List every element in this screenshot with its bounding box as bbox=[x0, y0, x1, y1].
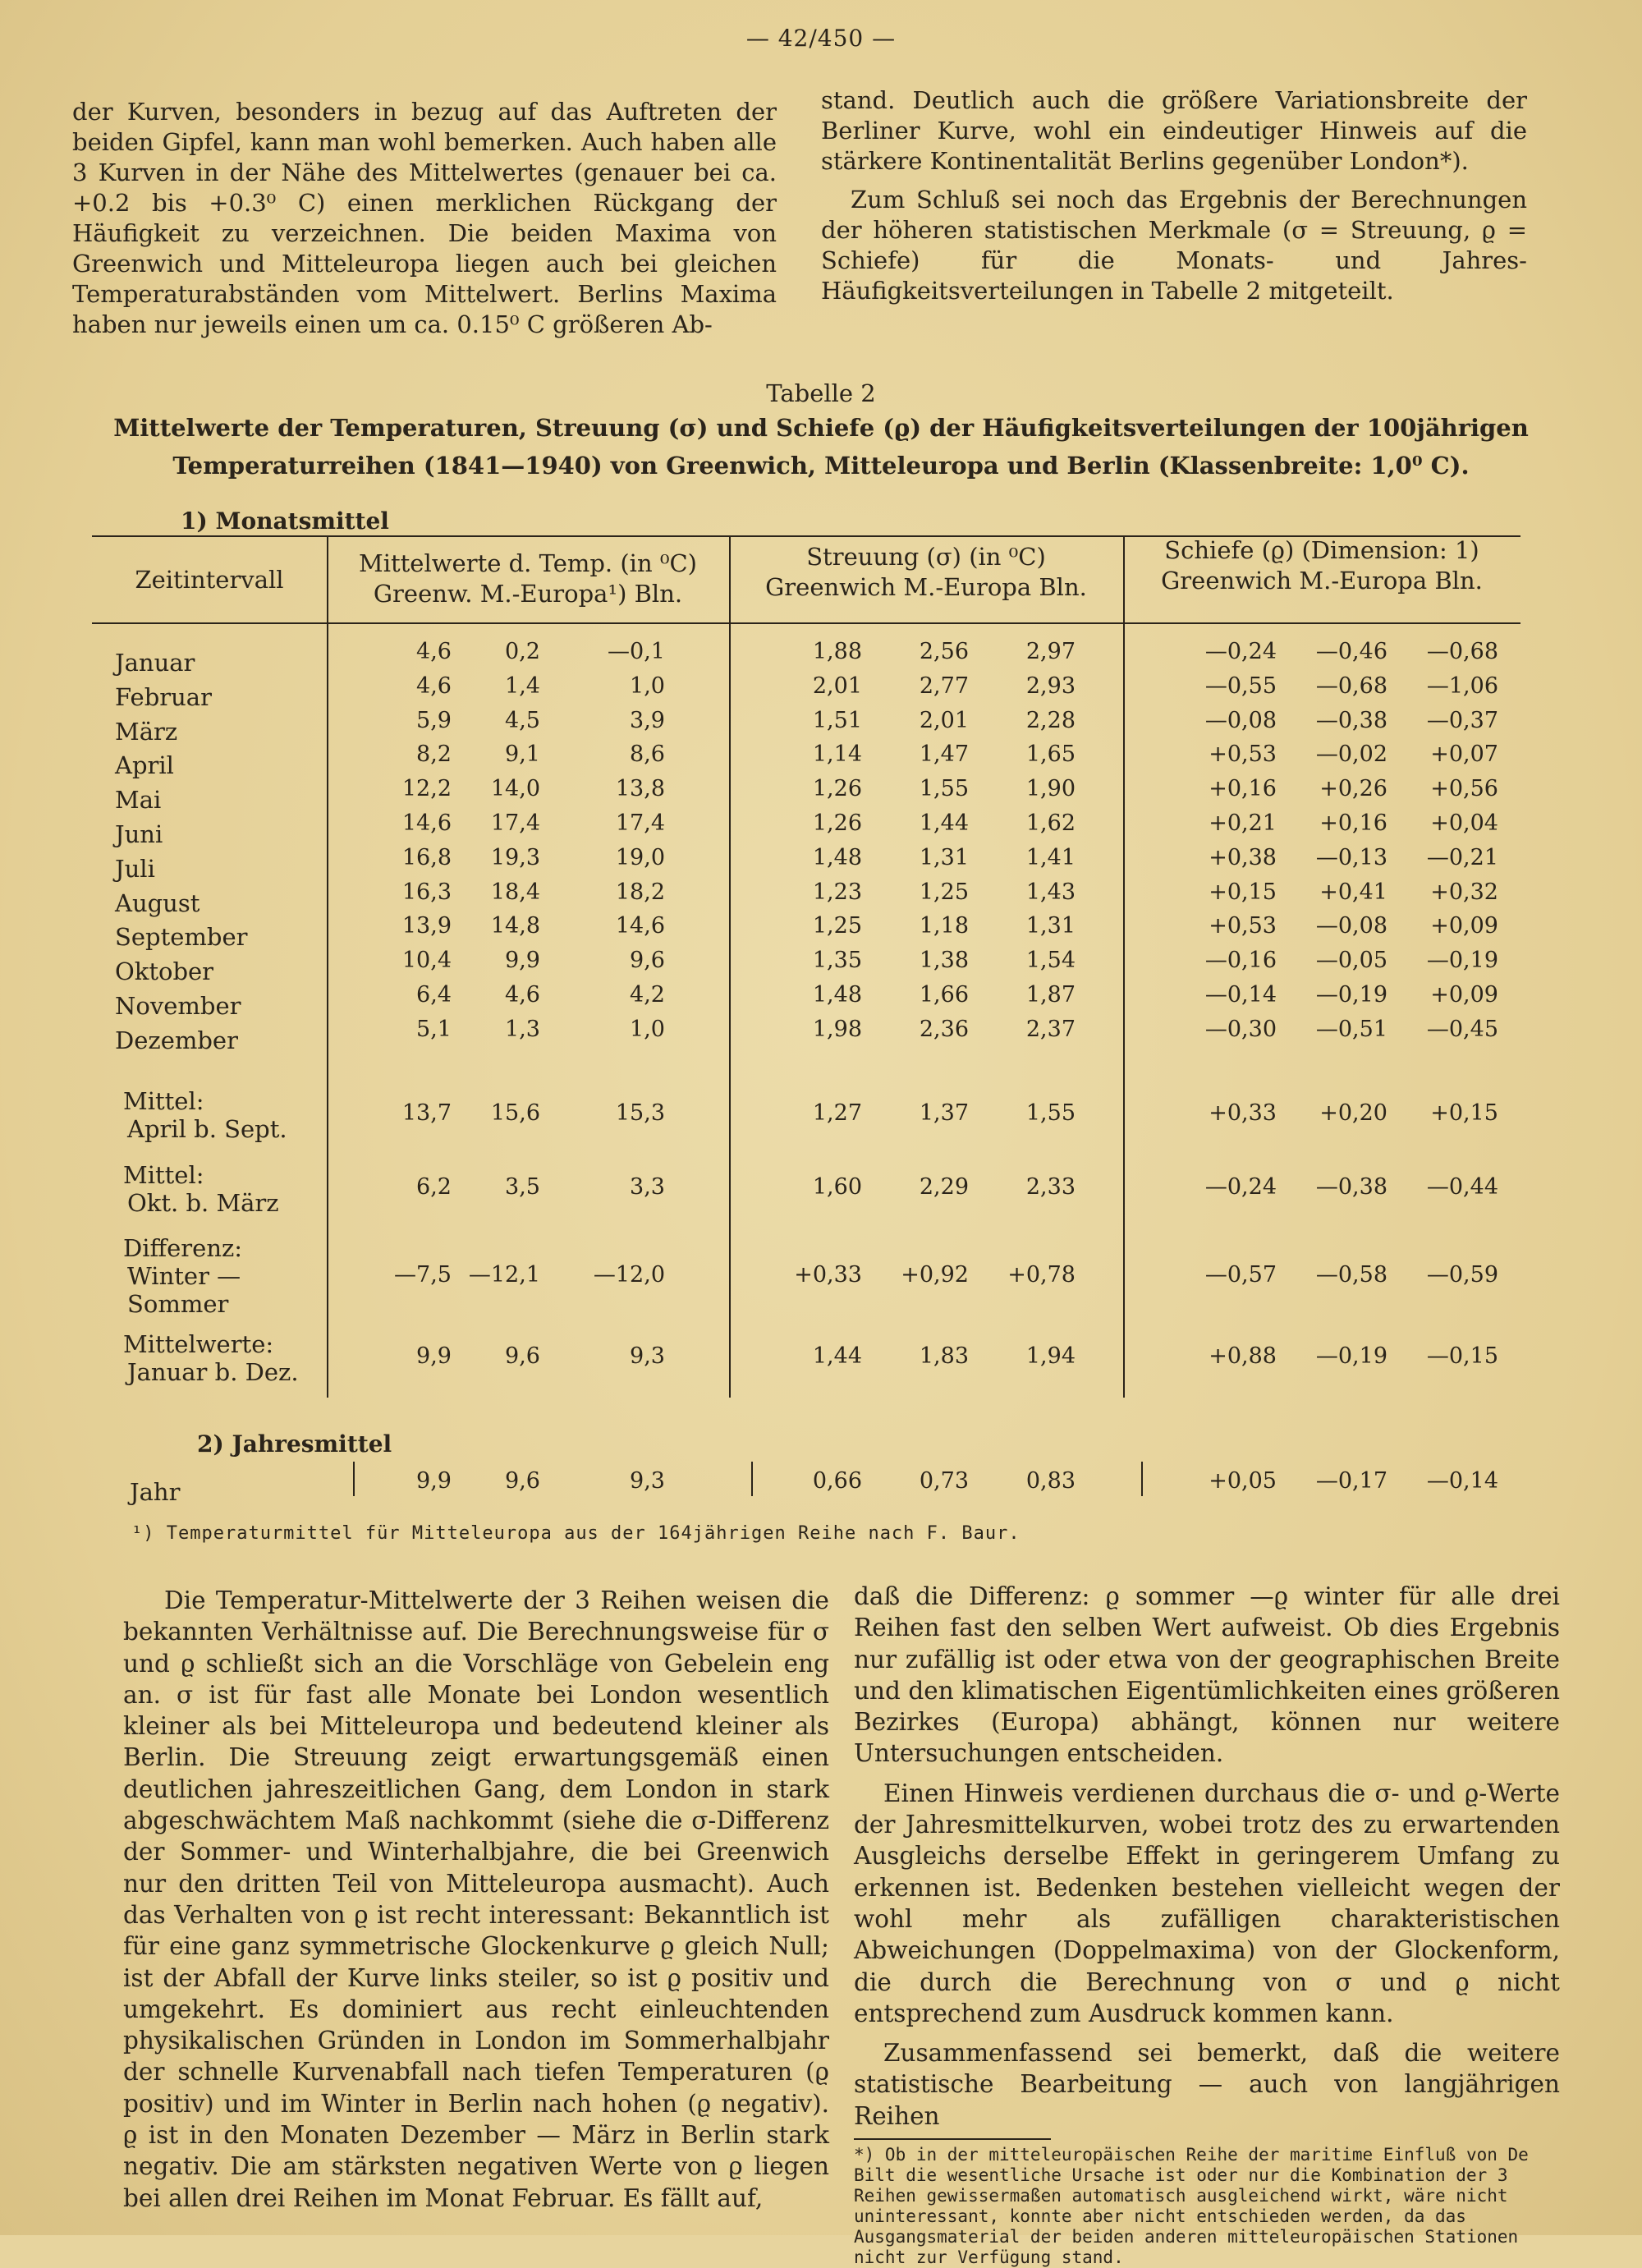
section-heading-annual: 2) Jahresmittel bbox=[197, 1430, 392, 1458]
table-cell: —12,1 bbox=[468, 1262, 540, 1288]
table-header-rule bbox=[92, 622, 1520, 624]
jahr-col-rule bbox=[751, 1462, 753, 1496]
table-cell: —0,13 bbox=[1315, 844, 1387, 870]
section-heading-monthly: 1) Monatsmittel bbox=[181, 507, 389, 535]
table-cell: 2,01 bbox=[919, 707, 969, 733]
table-cell: +0,15 bbox=[1430, 1100, 1498, 1126]
row-label-month: Januar bbox=[115, 649, 195, 677]
table-cell: 1,65 bbox=[1025, 741, 1076, 768]
table-title: Mittelwerte der Temperaturen, Streuung (σ) und Schiefe (ϱ) der Häufigkeitsverteilungen der 100jährigen Temperaturreihen (1841—1940) von Greenwich, Mitteleuropa und Berlin (Klassenbreite: 1,0⁰ C). bbox=[113, 414, 1529, 480]
header-zeitintervall: Zeitintervall bbox=[135, 566, 284, 594]
table-cell: —0,44 bbox=[1426, 1174, 1498, 1200]
table-cell: 8,2 bbox=[416, 741, 452, 768]
paragraph: daß die Differenz: ϱ sommer —ϱ winter für alle drei Reihen fast den selben Wert aufweist. Ob dies Ergebnis nur zufällig ist oder etwa von der geographischen Breite und den klimatischen Eigentümlichkeiten eines größeren Bezirkes (Europa) abhängt, können nur weitere Untersuchungen entscheiden. bbox=[854, 1582, 1560, 1768]
table-cell: —0,17 bbox=[1315, 1468, 1387, 1494]
table-cell: 1,35 bbox=[812, 948, 862, 974]
row-label-month: Juli bbox=[115, 854, 155, 883]
row-label-month: April bbox=[115, 751, 174, 780]
page-footnote: *) Ob in der mitteleuropäischen Reihe der maritime Einfluß von De Bilt die wesentliche Ursache ist oder nur die Kombination der 3 Reihen gewissermaßen automatisch ausgleichend wirkt, wäre nicht uninteressant, konnte aber nicht entschieden werden, da das Ausgangsmaterial der beiden anderen mitteleuropäischen Stationen nicht zur Verfügung stand. bbox=[854, 2145, 1529, 2268]
table-cell: 5,1 bbox=[416, 1016, 452, 1042]
row-label-month: September bbox=[115, 923, 248, 952]
table-cell: 16,8 bbox=[401, 844, 452, 870]
table-cell: 9,9 bbox=[416, 1343, 452, 1369]
bottom-right-column bbox=[854, 1581, 1560, 2268]
table-cell: +0,33 bbox=[794, 1262, 862, 1288]
top-right-column bbox=[821, 85, 1527, 306]
footnote-rule bbox=[854, 2138, 1051, 2140]
header-streuung: Streuung (σ) (in ⁰C) bbox=[806, 543, 1046, 571]
paragraph: Zum Schluß sei noch das Ergebnis der Berechnungen der höheren statistischen Merkmale (σ = Streuung, ϱ = Schiefe) für die Monats- und Jahres-Häufigkeitsverteilungen in Tabelle 2 mitgeteilt. bbox=[821, 186, 1527, 305]
table-cell: 1,0 bbox=[630, 673, 665, 699]
jahr-col-rule bbox=[1141, 1462, 1143, 1496]
table-cell: 3,3 bbox=[630, 1174, 665, 1200]
row-label-summary: Winter — bbox=[127, 1262, 241, 1290]
table-cell: —0,30 bbox=[1204, 1016, 1277, 1042]
header-schiefe: Schiefe (ϱ) (Dimension: 1) bbox=[1164, 536, 1479, 564]
table-cell: 0,66 bbox=[812, 1468, 862, 1494]
table-cell: —0,08 bbox=[1204, 707, 1277, 733]
table-cell: +0,21 bbox=[1209, 810, 1277, 836]
table-cell: 1,4 bbox=[505, 673, 540, 699]
table-cell: 1,48 bbox=[812, 982, 862, 1008]
table-cell: —0,37 bbox=[1426, 707, 1498, 733]
table-cell: 1,25 bbox=[812, 913, 862, 939]
row-label-summary: Mittel: bbox=[123, 1161, 204, 1189]
table-cell: +0,15 bbox=[1209, 879, 1277, 905]
paragraph: Zusammenfassend sei bemerkt, daß die weitere statistische Bearbeitung — auch von langjährigen Reihen bbox=[854, 2039, 1560, 2130]
table-cell: —0,05 bbox=[1315, 948, 1387, 974]
table-cell: 2,97 bbox=[1025, 639, 1076, 664]
table-cell: 1,18 bbox=[919, 913, 969, 939]
table-cell: —0,55 bbox=[1204, 673, 1277, 699]
table-cell: 9,6 bbox=[505, 1468, 540, 1494]
table-cell: 2,77 bbox=[919, 673, 969, 699]
table-cell: +0,04 bbox=[1430, 810, 1498, 836]
table-cell: 13,8 bbox=[615, 776, 665, 802]
table-cell: +0,07 bbox=[1430, 741, 1498, 768]
row-label-month: Dezember bbox=[115, 1026, 238, 1054]
table-cell: —0,24 bbox=[1204, 639, 1277, 664]
table-cell: —0,14 bbox=[1204, 982, 1277, 1008]
table-cell: 2,93 bbox=[1025, 673, 1076, 699]
table-col-rule bbox=[1123, 535, 1125, 1398]
paragraph: Einen Hinweis verdienen durchaus die σ- und ϱ-Werte der Jahresmittelkurven, wobei trotz des zu erwartenden Ausgleichs derselbe Effekt in geringerem Umfang zu erkennen ist. Bedenken bestehen vielleicht wegen der wohl mehr als zufälligen charakteristischen Abweichungen (Doppelmaxima) von der Glockenform, die durch die Berechnung von σ und ϱ nicht entsprechend zum Ausdruck kommen kann. bbox=[854, 1779, 1560, 2027]
table-cell: 1,3 bbox=[505, 1016, 540, 1042]
table-cell: 17,4 bbox=[615, 810, 665, 836]
table-cell: 2,56 bbox=[919, 639, 969, 664]
row-label-month: März bbox=[115, 717, 178, 746]
table-cell: —0,58 bbox=[1315, 1262, 1387, 1288]
table-cell: —0,15 bbox=[1426, 1343, 1498, 1369]
table-cell: 14,6 bbox=[615, 913, 665, 939]
table-cell: +0,38 bbox=[1209, 844, 1277, 870]
table-cell: 1,44 bbox=[812, 1343, 862, 1369]
table-cell: +0,26 bbox=[1319, 776, 1387, 802]
table-cell: 1,26 bbox=[812, 810, 862, 836]
table-cell: 1,31 bbox=[1025, 913, 1076, 939]
table-cell: 16,3 bbox=[401, 879, 452, 905]
table-cell: 5,9 bbox=[416, 707, 452, 733]
table-cell: 1,41 bbox=[1025, 844, 1076, 870]
row-label-month: Juni bbox=[115, 820, 163, 848]
row-label-summary: Mittelwerte: bbox=[123, 1330, 274, 1358]
table-cell: +0,09 bbox=[1430, 913, 1498, 939]
table-cell: —0,59 bbox=[1426, 1262, 1498, 1288]
table-cell: —0,14 bbox=[1426, 1468, 1498, 1494]
table-cell: 1,26 bbox=[812, 776, 862, 802]
top-left-column bbox=[72, 97, 777, 340]
row-label-month: August bbox=[115, 888, 200, 917]
row-label-summary: Differenz: bbox=[123, 1234, 243, 1262]
table-cell: 1,60 bbox=[812, 1174, 862, 1200]
table-cell: 1,83 bbox=[919, 1343, 969, 1369]
table-cell: 1,87 bbox=[1025, 982, 1076, 1008]
table-cell: +0,92 bbox=[901, 1262, 969, 1288]
table-cell: 18,4 bbox=[490, 879, 540, 905]
table-cell: —0,21 bbox=[1426, 844, 1498, 870]
table-cell: 4,6 bbox=[416, 639, 452, 664]
table-cell: 1,38 bbox=[919, 948, 969, 974]
table-cell: 14,0 bbox=[490, 776, 540, 802]
row-label-summary: April b. Sept. bbox=[127, 1115, 287, 1143]
table-cell: 2,33 bbox=[1025, 1174, 1076, 1200]
table-cell: —0,38 bbox=[1315, 1174, 1387, 1200]
paragraph: Die Temperatur-Mittelwerte der 3 Reihen weisen die bekannten Verhältnisse auf. Die Berechnungsweise für σ und ϱ schließt sich an die Vorschläge von Gebelein eng an. σ ist für fast alle Monate bei London wesentlich kleiner als bei Mitteleuropa und bedeutend kleiner als Berlin. Die Streuung zeigt erwartungsgemäß einen deutlichen jahreszeitlichen Gang, dem London in stark abgeschwächtem Maß nachkommt (siehe die σ-Differenz der Sommer- und Winterhalbjahre, die bei Greenwich nur den dritten Teil von Mitteleuropa ausmacht). Auch das Verhalten von ϱ ist recht interessant: Bekanntlich ist für eine ganz symmetrische Glockenkurve ϱ gleich Null; ist der Abfall der Kurve links steiler, so ist ϱ positiv und umgekehrt. Es dominiert aus recht einleuchtenden physikalischen Gründen in London im Sommerhalbjahr der schnelle Kurvenabfall nach tiefen Temperaturen (ϱ positiv) und im Winter in Berlin nach hohen (ϱ negativ). ϱ ist in den Monaten Dezember — März in Berlin stark negativ. Die am stärksten negativen Werte von ϱ liegen bei allen drei Reihen im Monat Februar. Es fällt auf, bbox=[123, 1586, 829, 2212]
table-cell: —0,24 bbox=[1204, 1174, 1277, 1200]
table-cell: +0,88 bbox=[1209, 1343, 1277, 1369]
table-cell: 2,01 bbox=[812, 673, 862, 699]
header-schiefe-stations: Greenwich M.-Europa Bln. bbox=[1161, 567, 1483, 595]
row-label-month: November bbox=[115, 992, 241, 1020]
table-cell: +0,32 bbox=[1430, 879, 1498, 905]
table-cell: 4,6 bbox=[505, 982, 540, 1008]
table-cell: 18,2 bbox=[615, 879, 665, 905]
table-label: Tabelle 2 bbox=[766, 379, 876, 407]
table-cell: 2,37 bbox=[1025, 1016, 1076, 1042]
table-cell: 1,25 bbox=[919, 879, 969, 905]
table-cell: 1,0 bbox=[630, 1016, 665, 1042]
table-cell: 1,66 bbox=[919, 982, 969, 1008]
header-mittelwerte: Mittelwerte d. Temp. (in ⁰C) bbox=[359, 549, 697, 577]
table-cell: 19,0 bbox=[615, 844, 665, 870]
table-cell: 1,54 bbox=[1025, 948, 1076, 974]
row-label-summary: Mittel: bbox=[123, 1087, 204, 1115]
table-cell: 1,43 bbox=[1025, 879, 1076, 905]
table-cell: —0,45 bbox=[1426, 1016, 1498, 1042]
table-cell: 1,88 bbox=[812, 639, 862, 664]
table-cell: 14,8 bbox=[490, 913, 540, 939]
table-cell: 1,37 bbox=[919, 1100, 969, 1126]
table-cell: +0,09 bbox=[1430, 982, 1498, 1008]
table-cell: 1,55 bbox=[919, 776, 969, 802]
row-label-jahr: Jahr bbox=[130, 1478, 181, 1506]
table-cell: +0,53 bbox=[1209, 741, 1277, 768]
table-cell: 0,83 bbox=[1025, 1468, 1076, 1494]
table-cell: —0,1 bbox=[608, 639, 665, 664]
row-label-summary: Sommer bbox=[127, 1290, 229, 1318]
table-cell: —0,68 bbox=[1426, 639, 1498, 664]
table-footnote: ¹) Temperaturmittel für Mitteleuropa aus der 164jährigen Reihe nach F. Baur. bbox=[131, 1523, 1021, 1544]
table-cell: +0,33 bbox=[1209, 1100, 1277, 1126]
bottom-left-column bbox=[123, 1585, 829, 2214]
table-cell: —0,16 bbox=[1204, 948, 1277, 974]
jahr-col-rule bbox=[353, 1462, 355, 1496]
table-cell: 13,7 bbox=[401, 1100, 452, 1126]
table-cell: 3,5 bbox=[505, 1174, 540, 1200]
table-cell: 1,94 bbox=[1025, 1343, 1076, 1369]
table-cell: 1,62 bbox=[1025, 810, 1076, 836]
table-cell: 1,90 bbox=[1025, 776, 1076, 802]
table-col-rule bbox=[729, 535, 731, 1398]
table-cell: +0,16 bbox=[1319, 810, 1387, 836]
table-cell: +0,56 bbox=[1430, 776, 1498, 802]
table-cell: —0,19 bbox=[1315, 982, 1387, 1008]
table-cell: 14,6 bbox=[401, 810, 452, 836]
table-cell: +0,53 bbox=[1209, 913, 1277, 939]
header-streuung-stations: Greenwich M.-Europa Bln. bbox=[765, 573, 1087, 601]
table-cell: 9,3 bbox=[630, 1468, 665, 1494]
table-cell: 2,36 bbox=[919, 1016, 969, 1042]
table-cell: +0,20 bbox=[1319, 1100, 1387, 1126]
table-cell: —0,68 bbox=[1315, 673, 1387, 699]
table-cell: 1,47 bbox=[919, 741, 969, 768]
table-cell: 1,44 bbox=[919, 810, 969, 836]
table-cell: —0,46 bbox=[1315, 639, 1387, 664]
table-cell: 1,14 bbox=[812, 741, 862, 768]
table-cell: —7,5 bbox=[394, 1262, 452, 1288]
table-cell: 1,23 bbox=[812, 879, 862, 905]
table-cell: 9,6 bbox=[505, 1343, 540, 1369]
table-cell: +0,05 bbox=[1209, 1468, 1277, 1494]
row-label-summary: Okt. b. März bbox=[127, 1189, 279, 1217]
table-cell: 3,9 bbox=[630, 707, 665, 733]
table-cell: —12,0 bbox=[593, 1262, 665, 1288]
table-cell: 1,48 bbox=[812, 844, 862, 870]
table-cell: 15,3 bbox=[615, 1100, 665, 1126]
table-cell: 19,3 bbox=[490, 844, 540, 870]
table-cell: —0,38 bbox=[1315, 707, 1387, 733]
row-label-month: Februar bbox=[115, 682, 212, 711]
table-cell: —1,06 bbox=[1426, 673, 1498, 699]
row-label-month: Oktober bbox=[115, 957, 214, 986]
table-cell: 9,9 bbox=[505, 948, 540, 974]
table-cell: 15,6 bbox=[490, 1100, 540, 1126]
table-cell: 17,4 bbox=[490, 810, 540, 836]
table-cell: 4,2 bbox=[630, 982, 665, 1008]
table-cell: 9,6 bbox=[630, 948, 665, 974]
table-cell: —0,08 bbox=[1315, 913, 1387, 939]
table-cell: 8,6 bbox=[630, 741, 665, 768]
paragraph: der Kurven, besonders in bezug auf das Auftreten der beiden Gipfel, kann man wohl bemerken. Auch haben alle 3 Kurven in der Nähe des Mittelwertes (genauer bei ca. +0.2 bis +0.3⁰ C) einen merklichen Rückgang der Häufigkeit zu verzeichnen. Die beiden Maxima von Greenwich und Mitteleuropa liegen auch bei gleichen Temperaturabständen vom Mittelwert. Berlins Maxima haben nur jeweils einen um ca. 0.15⁰ C größeren Ab- bbox=[72, 98, 777, 338]
table-cell: 9,1 bbox=[505, 741, 540, 768]
table-cell: 0,2 bbox=[505, 639, 540, 664]
table-cell: 1,31 bbox=[919, 844, 969, 870]
table-cell: 0,73 bbox=[919, 1468, 969, 1494]
table-cell: —0,19 bbox=[1315, 1343, 1387, 1369]
paragraph: stand. Deutlich auch die größere Variationsbreite der Berliner Kurve, wohl ein eindeutiger Hinweis auf die stärkere Kontinentalität Berlins gegenüber London*). bbox=[821, 86, 1527, 175]
table-cell: —0,57 bbox=[1204, 1262, 1277, 1288]
table-cell: 2,29 bbox=[919, 1174, 969, 1200]
table-cell: 2,28 bbox=[1025, 707, 1076, 733]
table-cell: 9,9 bbox=[416, 1468, 452, 1494]
table-cell: 1,55 bbox=[1025, 1100, 1076, 1126]
table-cell: 12,2 bbox=[401, 776, 452, 802]
table-cell: 1,51 bbox=[812, 707, 862, 733]
table-cell: 6,2 bbox=[416, 1174, 452, 1200]
table-cell: 1,98 bbox=[812, 1016, 862, 1042]
table-cell: 4,6 bbox=[416, 673, 452, 699]
table-cell: 9,3 bbox=[630, 1343, 665, 1369]
table-cell: 1,27 bbox=[812, 1100, 862, 1126]
table-cell: —0,51 bbox=[1315, 1016, 1387, 1042]
header-mittelwerte-stations: Greenw. M.-Europa¹) Bln. bbox=[373, 580, 683, 608]
table-cell: —0,02 bbox=[1315, 741, 1387, 768]
table-cell: +0,78 bbox=[1007, 1262, 1076, 1288]
table-cell: —0,19 bbox=[1426, 948, 1498, 974]
table-cell: 4,5 bbox=[505, 707, 540, 733]
table-col-rule bbox=[327, 535, 328, 1398]
table-cell: 10,4 bbox=[401, 948, 452, 974]
table-cell: 6,4 bbox=[416, 982, 452, 1008]
table-cell: 13,9 bbox=[401, 913, 452, 939]
table-cell: +0,41 bbox=[1319, 879, 1387, 905]
page-number: — 42/450 — bbox=[745, 25, 897, 52]
row-label-month: Mai bbox=[115, 786, 162, 815]
table-cell: +0,16 bbox=[1209, 776, 1277, 802]
row-label-summary: Januar b. Dez. bbox=[127, 1358, 299, 1386]
